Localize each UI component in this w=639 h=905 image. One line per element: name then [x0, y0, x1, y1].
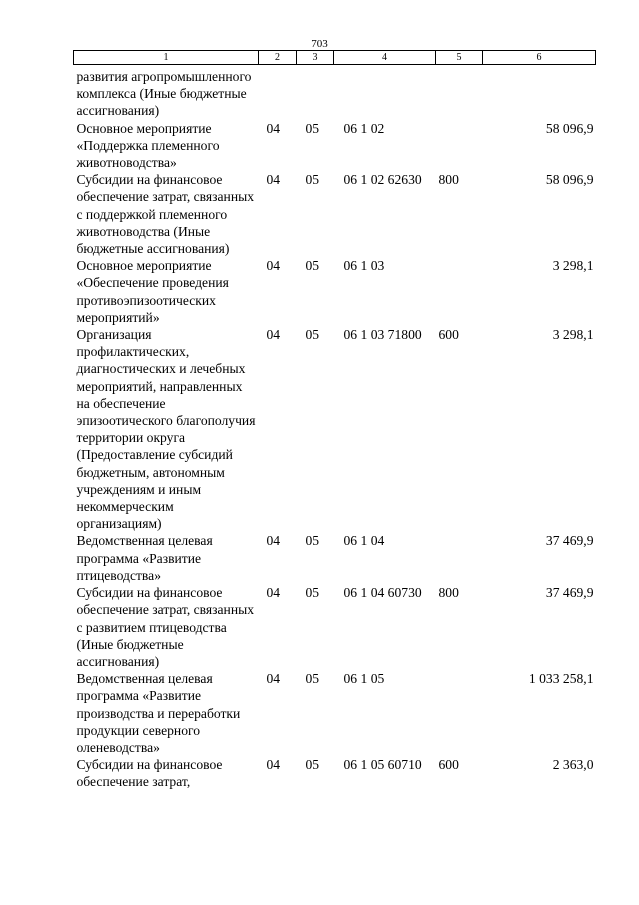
- row-amount: 1 033 258,1: [528, 671, 594, 687]
- row-subsection: 05: [305, 120, 320, 136]
- row-expense-type: [436, 670, 483, 756]
- row-name: Субсидии на финансовое обеспечение затрат, связанных с поддержкой племенного животноводства (Иные бюджетные ассигнования): [76, 172, 255, 257]
- row-subsection: 05: [305, 671, 320, 687]
- table-row: [74, 756, 596, 790]
- budget-table: [73, 50, 596, 791]
- row-section: [259, 65, 297, 120]
- header-cell-amount: 6: [483, 51, 596, 65]
- row-target: 06 1 03 71800: [343, 327, 422, 343]
- row-subsection: 05: [305, 757, 320, 773]
- row-expense-type: 600: [438, 327, 459, 343]
- table-row: [74, 65, 596, 120]
- row-target: 06 1 03: [343, 258, 385, 274]
- row-section: 04: [266, 327, 281, 343]
- table-row: [74, 584, 596, 670]
- row-expense-type: [436, 257, 483, 326]
- row-expense-type: 800: [438, 585, 459, 601]
- row-section: 04: [266, 120, 281, 136]
- row-target: [334, 65, 436, 120]
- row-target: 06 1 02: [343, 120, 385, 136]
- row-target: 06 1 02 62630: [343, 172, 422, 188]
- header-cell-name: 1: [74, 51, 259, 65]
- row-target: 06 1 05: [343, 671, 385, 687]
- row-section: 04: [266, 671, 281, 687]
- row-name: Основное мероприятие «Поддержка племенного животноводства»: [76, 120, 220, 171]
- row-expense-type: 600: [438, 757, 459, 773]
- row-expense-type: [436, 120, 483, 172]
- row-amount: 58 096,9: [545, 120, 594, 136]
- row-subsection: 05: [305, 585, 320, 601]
- header-cell-section: 2: [259, 51, 297, 65]
- row-section: 04: [266, 258, 281, 274]
- page-number: 703: [311, 38, 328, 50]
- row-amount: 37 469,9: [545, 585, 594, 601]
- row-amount: 58 096,9: [545, 172, 594, 188]
- table-row: [74, 171, 596, 257]
- row-name: развития агропромышленного комплекса (Иные бюджетные ассигнования): [76, 69, 252, 119]
- row-name: Субсидии на финансовое обеспечение затрат,: [76, 757, 223, 790]
- row-expense-type: [436, 532, 483, 584]
- header-row: [74, 51, 596, 65]
- row-amount: 2 363,0: [552, 757, 594, 773]
- table-row: [74, 670, 596, 756]
- table-row: [74, 257, 596, 326]
- row-name: Субсидии на финансовое обеспечение затрат, связанных с развитием птицеводства (Иные бюджетные ассигнования): [76, 585, 255, 669]
- row-section: 04: [266, 533, 281, 549]
- table-row: [74, 532, 596, 584]
- row-name: Основное мероприятие «Обеспечение проведения противоэпизоотических мероприятий»: [76, 258, 229, 325]
- row-amount: [483, 65, 596, 120]
- row-subsection: [297, 65, 334, 120]
- table-row: [74, 326, 596, 532]
- row-target: 06 1 04: [343, 533, 385, 549]
- row-target: 06 1 05 60710: [343, 757, 422, 773]
- row-expense-type: [436, 65, 483, 120]
- row-amount: 37 469,9: [545, 533, 594, 549]
- row-name: Ведомственная целевая программа «Развитие птицеводства»: [76, 533, 213, 583]
- row-expense-type: 800: [438, 172, 459, 188]
- header-cell-expense-type: 5: [436, 51, 483, 65]
- row-amount: 3 298,1: [552, 258, 594, 274]
- row-amount: 3 298,1: [552, 327, 594, 343]
- row-name: Ведомственная целевая программа «Развитие производства и переработки продукции северного оленеводства»: [76, 671, 241, 755]
- header-cell-target: 4: [334, 51, 436, 65]
- row-subsection: 05: [305, 258, 320, 274]
- row-subsection: 05: [305, 327, 320, 343]
- row-section: 04: [266, 757, 281, 773]
- row-subsection: 05: [305, 172, 320, 188]
- row-section: 04: [266, 585, 281, 601]
- row-target: 06 1 04 60730: [343, 585, 422, 601]
- table-row: [74, 120, 596, 172]
- row-section: 04: [266, 172, 281, 188]
- row-subsection: 05: [305, 533, 320, 549]
- header-cell-subsection: 3: [297, 51, 334, 65]
- row-name: Организация профилактических, диагностических и лечебных мероприятий, направленных на обеспечение эпизоотического благополучия территории округа (Предоставление субсидий бюджетным, автономным учреждениям и иным некоммерческим организациям): [76, 327, 256, 532]
